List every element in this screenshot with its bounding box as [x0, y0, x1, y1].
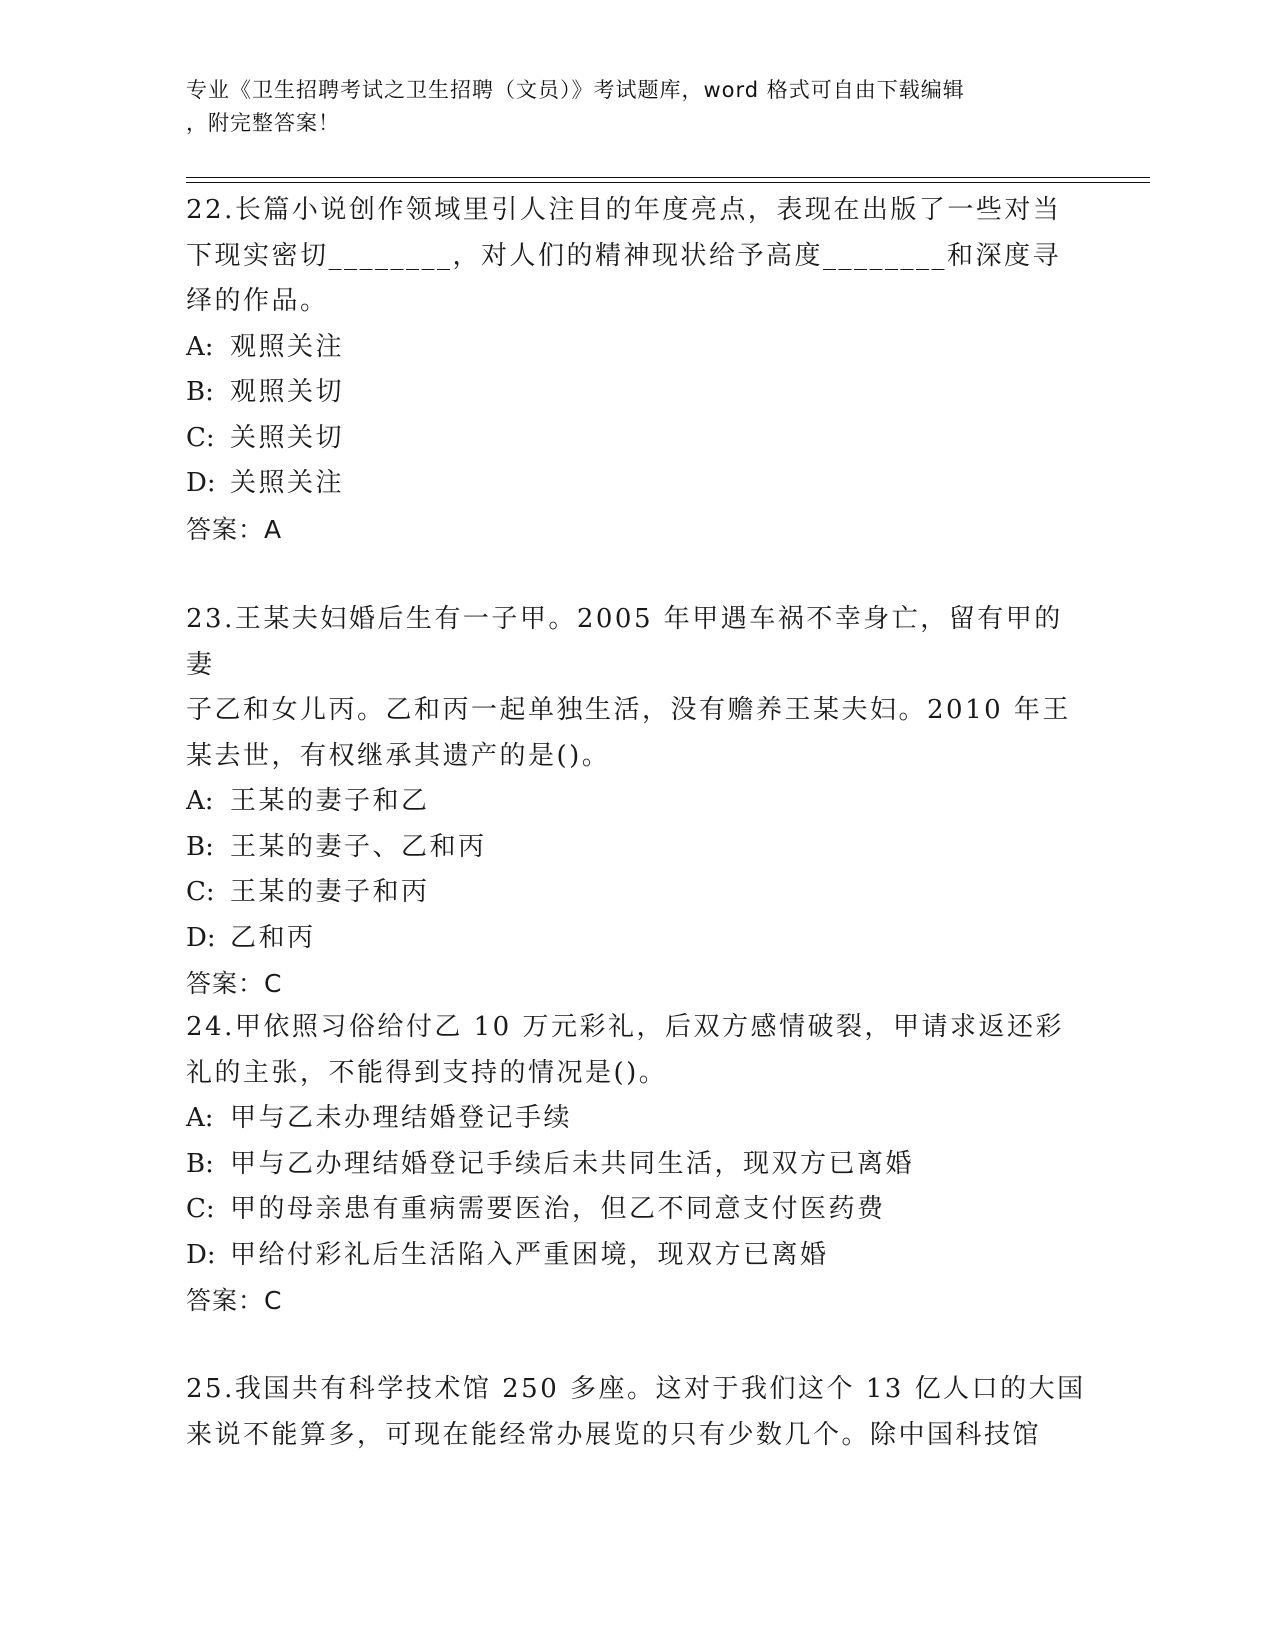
option-text: 关照关切 [230, 422, 345, 453]
option-c [186, 416, 1086, 462]
question-stem-line: 子乙和女儿丙。乙和丙一起单独生活，没有赡养王某夫妇。2010 年王 [186, 695, 1071, 725]
question-stem-line: 下现实密切________，对人们的精神现状给予高度________和深度寻 [186, 240, 1062, 271]
question-stem-line: 礼的主张，不能得到支持的情况是()。 [186, 1057, 668, 1088]
option-letter: A: [186, 1103, 214, 1133]
option-letter: B: [186, 1148, 214, 1179]
option-letter: B: [186, 377, 214, 407]
question-stem-line: 来说不能算多，可现在能经常办展览的只有少数几个。除中国科技馆 [186, 1419, 1042, 1450]
option-a [186, 779, 1086, 825]
question-25 [186, 1367, 1086, 1458]
option-a [186, 325, 1086, 371]
option-text: 乙和丙 [230, 922, 316, 953]
question-23 [186, 597, 1086, 1007]
header-line-2: ，附完整答案！ [186, 111, 340, 135]
option-letter: C: [186, 1194, 215, 1224]
option-letter: D: [186, 922, 216, 953]
option-b [186, 1142, 1086, 1188]
document-header [186, 74, 1066, 140]
question-22 [186, 188, 1086, 552]
header-divider-top [186, 177, 1150, 178]
question-stem-line: 某去世，有权继承其遗产的是()。 [186, 740, 611, 771]
question-stem-line: 23.王某夫妇婚后生有一子甲。2005 年甲遇车祸不幸身亡，留有甲的妻 [186, 604, 1063, 680]
option-text: 甲与乙未办理结婚登记手续 [230, 1103, 573, 1133]
option-letter: D: [186, 1239, 216, 1270]
option-letter: C: [186, 422, 215, 453]
option-c [186, 870, 1086, 916]
option-letter: D: [186, 468, 216, 498]
option-b [186, 825, 1086, 871]
answer-line: 答案：A [186, 514, 283, 544]
option-text: 王某的妻子和乙 [230, 786, 430, 816]
option-text: 王某的妻子、乙和丙 [230, 831, 487, 862]
question-24 [186, 1005, 1086, 1324]
answer-line: 答案：C [186, 1286, 283, 1315]
header-line-1: 专业《卫生招聘考试之卫生招聘（文员）》考试题库，word 格式可自由下载编辑 [186, 78, 965, 102]
question-stem-line: 绎的作品。 [186, 286, 329, 316]
option-letter: B: [186, 831, 214, 862]
option-text: 王某的妻子和丙 [230, 877, 430, 907]
option-letter: A: [186, 331, 214, 362]
question-stem-line: 24.甲依照习俗给付乙 10 万元彩礼，后双方感情破裂，甲请求返还彩 [186, 1012, 1064, 1042]
question-stem-line: 22.长篇小说创作领域里引人注目的年度亮点，表现在出版了一些对当 [186, 195, 1062, 225]
answer-line: 答案：C [186, 969, 283, 998]
option-d [186, 916, 1086, 962]
option-d [186, 461, 1086, 507]
option-text: 甲给付彩礼后生活陷入严重困境，现双方已离婚 [230, 1239, 829, 1270]
option-text: 观照关切 [230, 377, 345, 407]
option-text: 观照关注 [230, 331, 345, 362]
option-c [186, 1187, 1086, 1233]
option-d [186, 1233, 1086, 1279]
option-a [186, 1096, 1086, 1142]
option-text: 关照关注 [230, 468, 345, 498]
option-b [186, 370, 1086, 416]
option-text: 甲的母亲患有重病需要医治，但乙不同意支付医药费 [230, 1194, 886, 1224]
option-letter: A: [186, 786, 214, 816]
header-divider-bottom [186, 182, 1150, 183]
option-letter: C: [186, 877, 215, 907]
option-text: 甲与乙办理结婚登记手续后未共同生活，现双方已离婚 [230, 1148, 915, 1179]
question-stem-line: 25.我国共有科学技术馆 250 多座。这对于我们这个 13 亿人口的大国 [186, 1374, 1086, 1404]
